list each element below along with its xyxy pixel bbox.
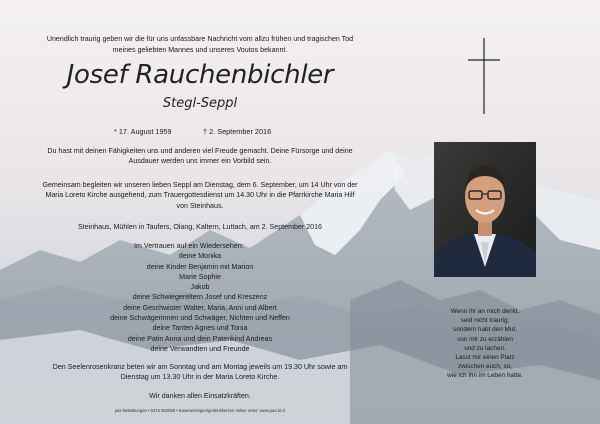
mourner-line: deine Monika bbox=[178, 252, 222, 261]
mourner-line: deine Tanten Agnes und Tonia bbox=[152, 324, 248, 333]
funeral-info: Gemeinsam begleiten wir unseren lieben Seppl am Dienstag, dem 6. September, um 14 Uhr von der Maria Loreto Kirche ausgehend, zum Trauergottesdienst um 14.30 Uhr in die Pfarrkirche Maria Hilf von Steinhaus. bbox=[42, 181, 358, 210]
poem-line: Lasst mir einen Platz bbox=[455, 354, 515, 362]
birth-date: * 17. August 1959 bbox=[114, 127, 172, 136]
poem-line: zwischen euch, so, bbox=[458, 363, 512, 371]
poem-line: Wenn ihr an mich denkt, bbox=[450, 308, 520, 315]
place-date: Steinhaus, Mühlen in Taufers, Olang, Kaltern, Luttach, am 2. September 2016 bbox=[78, 223, 322, 231]
deceased-name: Josef Rauchenbichler bbox=[66, 60, 334, 90]
deceased-nickname: Stegl-Seppl bbox=[162, 96, 238, 111]
mourner-line: deine Verwandten und Freunde bbox=[150, 344, 250, 353]
mourner-line: deine Patin Anna und dein Patenkind Andreas bbox=[127, 334, 273, 343]
mourner-line: deine Geschwister Walter, Maria, Anni und Albert bbox=[123, 303, 277, 312]
thanks-text: Wir danken allen Einsatzkräften. bbox=[149, 392, 251, 400]
tribute-text: Du hast mit deinen Fähigkeiten uns und anderen viel Freude gemacht. Deine Fürsorge und deine Ausdauer werden uns immer ein Vorbild sein. bbox=[47, 147, 353, 166]
mourners-intro: Im Vertrauen auf ein Wiedersehen: bbox=[134, 242, 244, 250]
poem-line: wie ich ihn im Leben hatte. bbox=[447, 372, 523, 380]
mourners-list bbox=[40, 241, 360, 354]
cross-icon bbox=[466, 38, 502, 114]
poem bbox=[415, 307, 555, 381]
portrait-photo bbox=[434, 142, 536, 277]
mourner-line: Marie Sophie bbox=[179, 272, 221, 281]
footer-text: pax bestattungen • 0474 652066 • traueranzeigen/gedenkkerzen online unter: www.pax.bz.it bbox=[114, 408, 286, 413]
poem-line: von mir zu erzählen bbox=[457, 335, 513, 343]
mourner-line: Jakob bbox=[190, 283, 210, 292]
death-date: † 2. September 2016 bbox=[203, 127, 272, 136]
intro-text: Unendlich traurig geben wir die für uns unfassbare Nachricht vom allzu frühen und tragischen Tod meines geliebten Mannes und unseres Voutos bekannt. bbox=[46, 35, 354, 54]
mourner-line: deine Schwägerinnen und Schwäger, Nichten und Neffen bbox=[110, 314, 290, 323]
poem-line: seid nicht traurig, bbox=[460, 317, 510, 325]
rosary-info: Den Seelenrosenkranz beten wir am Sonntag und am Montag jeweils um 19.30 Uhr sowie am Dienstag um 13.30 Uhr in der Maria Loreto Kirche. bbox=[52, 363, 348, 382]
poem-line: und zu lachen. bbox=[464, 344, 506, 352]
poem-line: sondern habt den Mut, bbox=[453, 326, 517, 334]
mourner-line: deine Schwiegereltern Josef und Kreszenz bbox=[132, 293, 268, 302]
mourner-line: deine Kinder Benjamin mit Marion bbox=[146, 262, 254, 271]
